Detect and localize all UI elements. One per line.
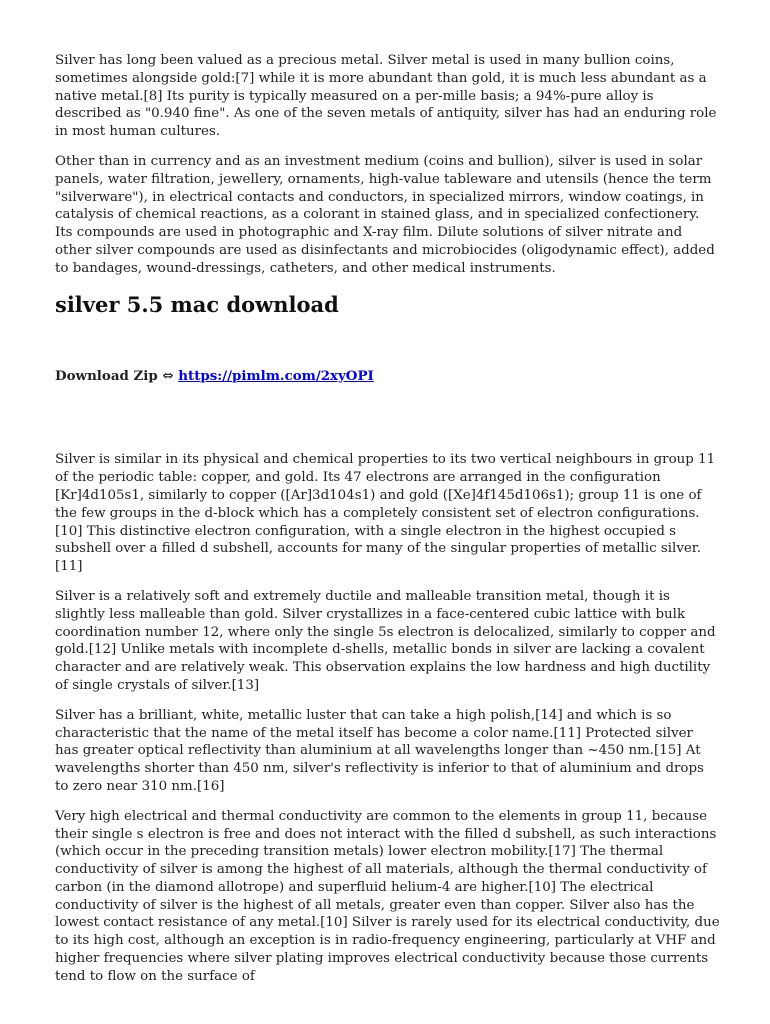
document-page	[55, 52, 720, 998]
intro-paragraph-1: Silver has long been valued as a precious metal. Silver metal is used in many bullion coins, sometimes alongside gold:[7] while it is more abundant than gold, it is much less abundant as a native metal.[8] Its purity is typically measured on a per-mille basis; a 94%-pure alloy is described as "0.940 fine". As one of the seven metals of antiquity, silver has had an enduring role in most human cultures.	[55, 53, 717, 140]
page-title: silver 5.5 mac download	[55, 291, 339, 317]
body-paragraph-3: Silver has a brilliant, white, metallic luster that can take a high polish,[14] and which is so characteristic that the name of the metal itself has become a color name.[11] Protected silver has greater optical reflectivity than aluminium at all wavelengths longer than ~450 nm.[15] At wavelengths shorter than 450 nm, silver's reflectivity is inferior to that of aluminium and drops to zero near 310 nm.[16]	[55, 707, 704, 794]
blank-space	[55, 385, 720, 451]
download-label: Download Zip ⇔	[55, 367, 179, 384]
body-paragraph-1: Silver is similar in its physical and chemical properties to its two vertical neighbours in group 11 of the periodic table: copper, and gold. Its 47 electrons are arranged in the configuration [Kr]4d105s1, similarly to copper ([Ar]3d104s1) and gold ([Xe]4f145d106s1); group 11 is one of the few groups in the d-block which has a completely consistent set of electron configurations.[10] This distinctive electron configuration, with a single electron in the highest occupied s subshell over a filled d subshell, accounts for many of the singular properties of metallic silver.[11]	[55, 452, 716, 575]
body-paragraph-4: Very high electrical and thermal conductivity are common to the elements in group 11, because their single s electron is free and does not interact with the filled d subshell, as such interactions (which occur in the preceding transition metals) lower electron mobility.[17] The thermal conductivity of silver is among the highest of all materials, although the thermal conductivity of carbon (in the diamond allotrope) and superfluid helium-4 are higher.[10] The electrical conductivity of silver is the highest of all metals, greater even than copper. Silver also has the lowest contact resistance of any metal.[10] Silver is rarely used for its electrical conductivity, due to its high cost, although an exception is in radio-frequency engineering, particularly at VHF and higher frequencies where silver plating improves electrical conductivity because those currents tend to flow on the surface of	[55, 808, 720, 984]
download-link[interactable]: https://pimlm.com/2xyOPI	[178, 367, 374, 384]
body-paragraph-2: Silver is a relatively soft and extremely ductile and malleable transition metal, though it is slightly less malleable than gold. Silver crystallizes in a face-centered cubic lattice with bulk coordination number 12, where only the single 5s electron is delocalized, similarly to copper and gold.[12] Unlike metals with incomplete d-shells, metallic bonds in silver are lacking a covalent character and are relatively weak. This observation explains the low hardness and high ductility of single crystals of silver.[13]	[55, 588, 716, 693]
download-line	[55, 368, 720, 386]
intro-paragraph-2: Other than in currency and as an investment medium (coins and bullion), silver is used in solar panels, water filtration, jewellery, ornaments, high-value tableware and utensils (hence the term "silverware"), in electrical contacts and conductors, in specialized mirrors, window coatings, in catalysis of chemical reactions, as a colorant in stained glass, and in specialized confectionery. Its compounds are used in photographic and X-ray film. Dilute solutions of silver nitrate and other silver compounds are used as disinfectants and microbiocides (oligodynamic effect), added to bandages, wound-dressings, catheters, and other medical instruments.	[55, 153, 715, 276]
